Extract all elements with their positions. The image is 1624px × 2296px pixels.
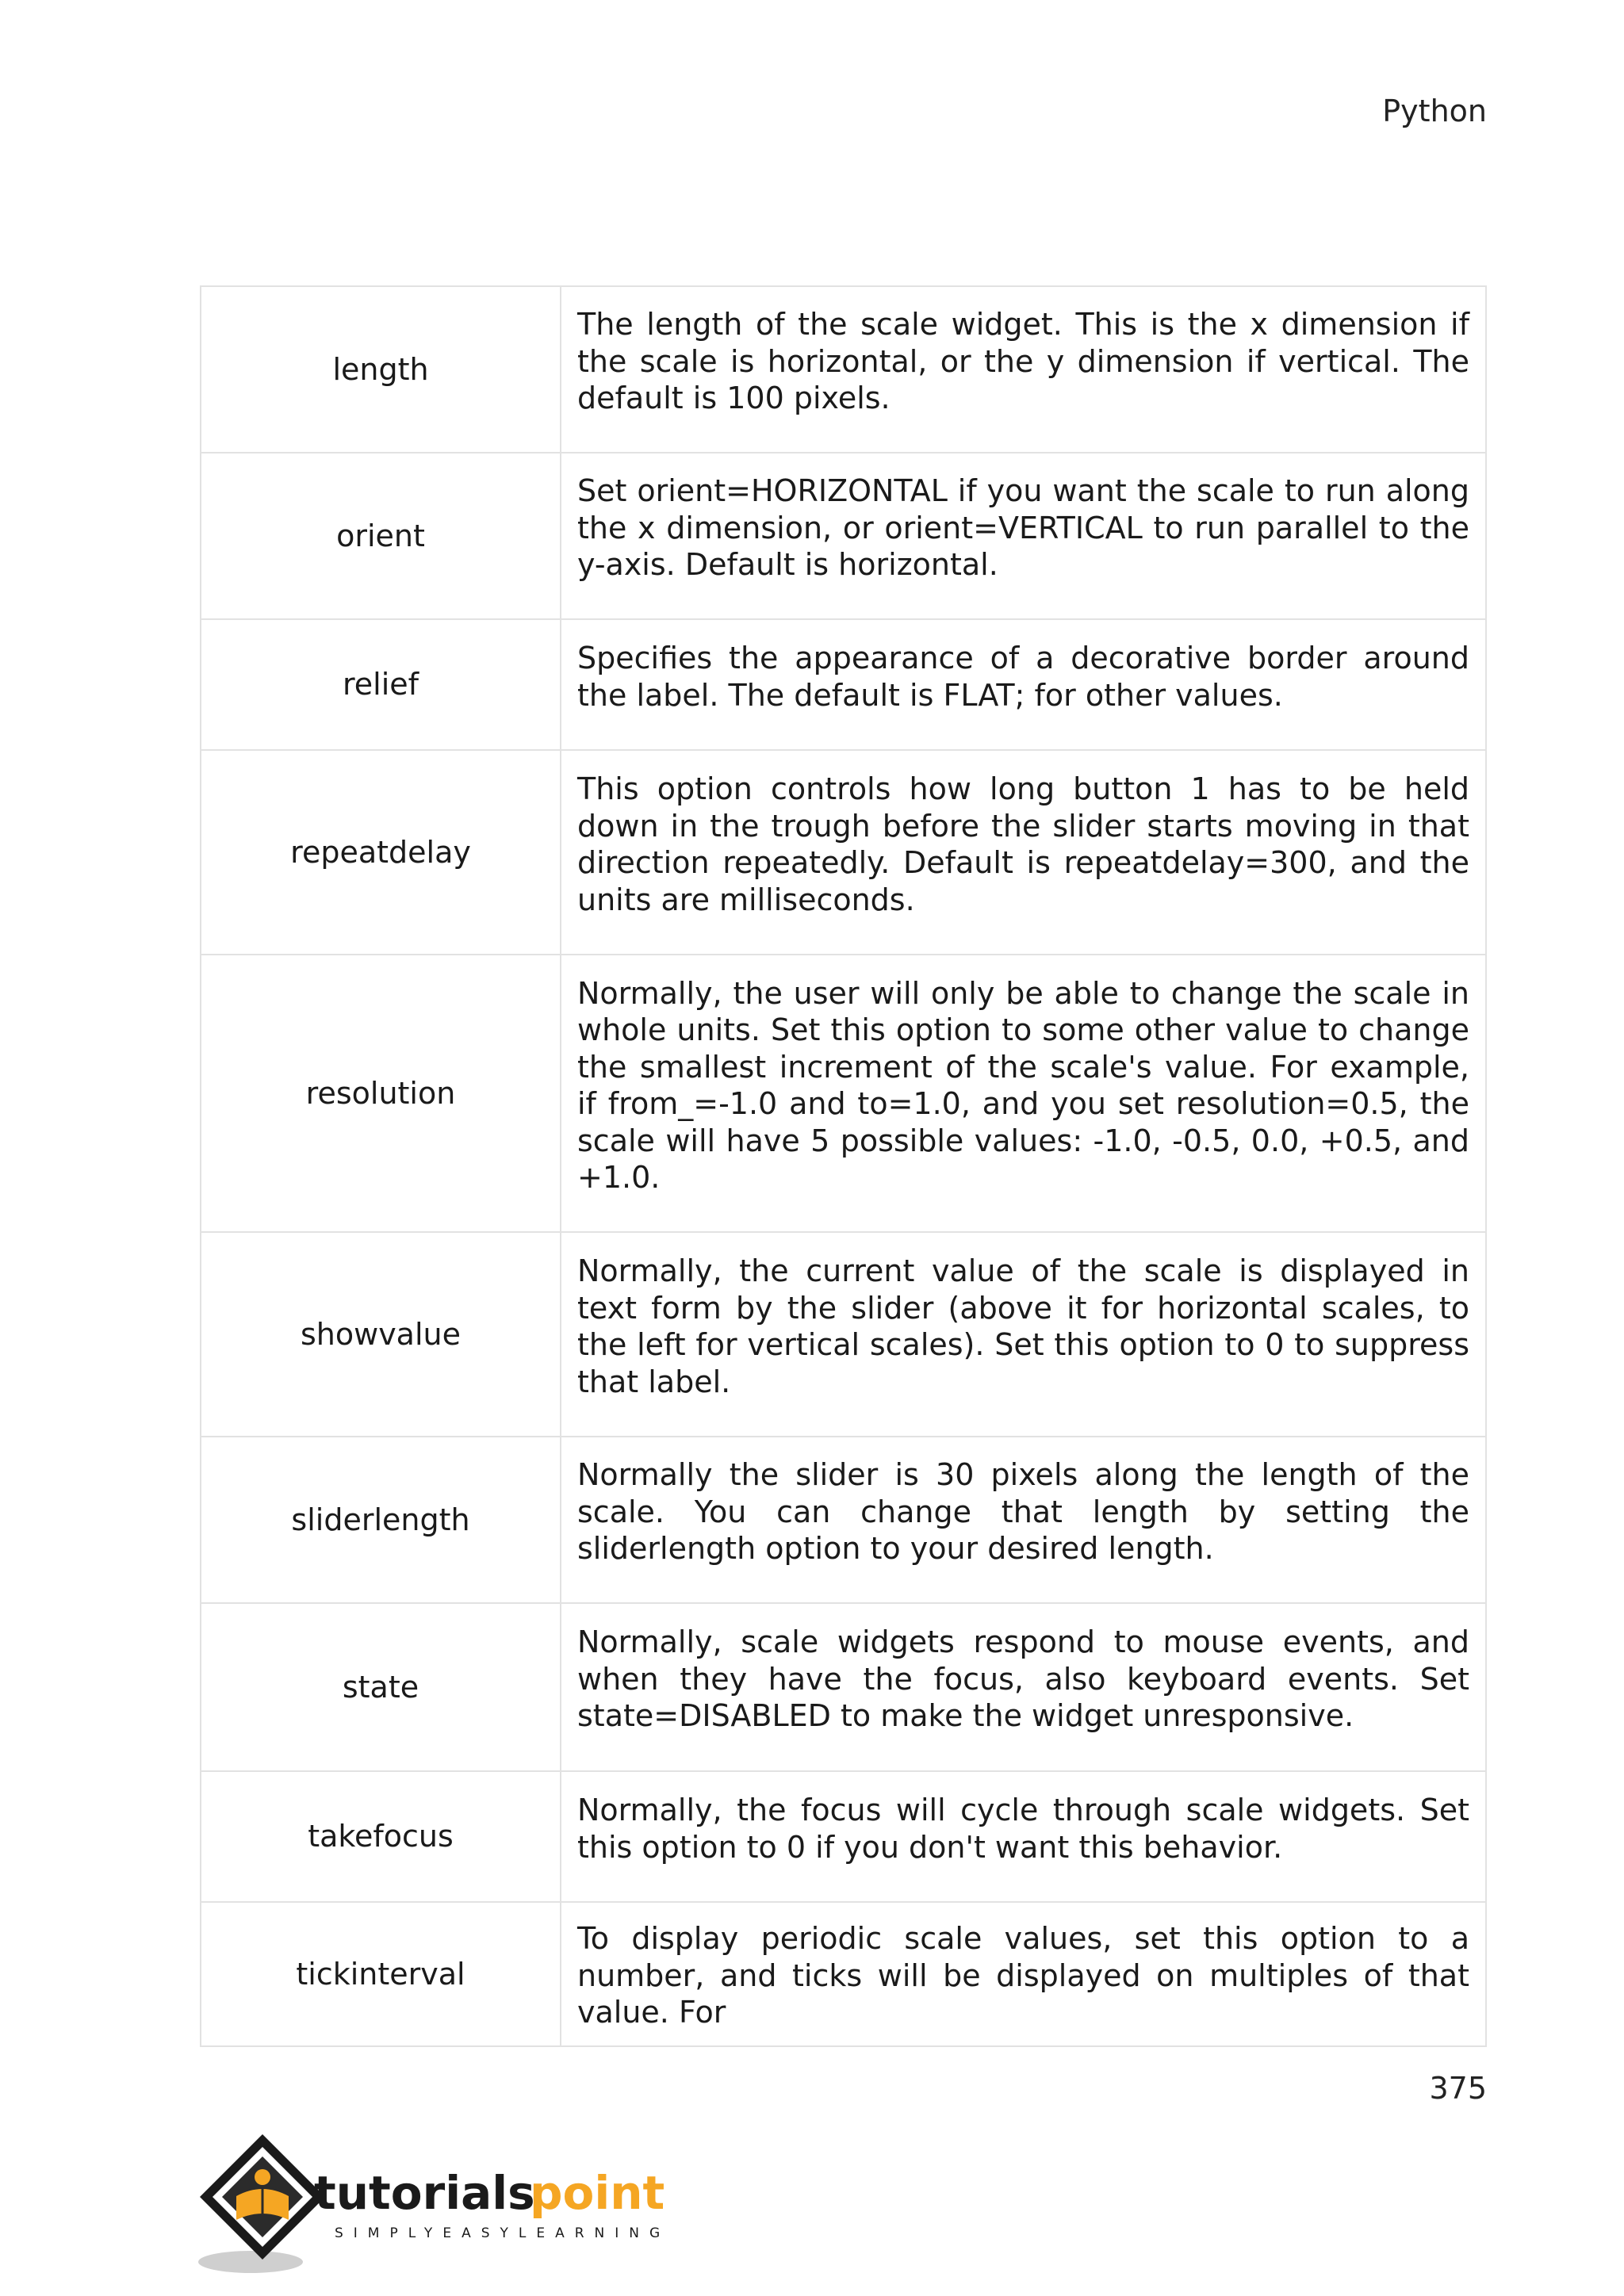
option-description: Set orient=HORIZONTAL if you want the scale to run along the x dimension, or orient=VERTICAL to run parallel to the y-axis. Default is horizontal. — [561, 453, 1486, 619]
option-name: relief — [201, 619, 561, 750]
option-description: The length of the scale widget. This is the x dimension if the scale is horizontal, or the y dimension if vertical. The default is 100 pixels. — [561, 286, 1486, 453]
tutorialspoint-logo — [195, 2131, 687, 2282]
running-header: Python — [1382, 94, 1487, 128]
option-description: To display periodic scale values, set this option to a number, and ticks will be displayed on multiples of that value. For — [561, 1902, 1486, 2046]
option-description: This option controls how long button 1 has to be held down in the trough before the slider starts moving in that direction repeatedly. Default is repeatdelay=300, and the units are milliseconds. — [561, 750, 1486, 955]
option-description: Specifies the appearance of a decorative border around the label. The default is FLAT; for other values. — [561, 619, 1486, 750]
table-row — [201, 1603, 1486, 1771]
table-row — [201, 1232, 1486, 1437]
option-description: Normally, the current value of the scale is displayed in text form by the slider (above it for horizontal scales, to the left for vertical scales). Set this option to 0 to suppress that label. — [561, 1232, 1486, 1437]
reader-head-icon — [255, 2169, 270, 2185]
option-description: Normally, scale widgets respond to mouse events, and when they have the focus, also keyboard events. Set state=DISABLED to make the widget unresponsive. — [561, 1603, 1486, 1771]
table-row — [201, 750, 1486, 955]
option-name: orient — [201, 453, 561, 619]
option-description: Normally, the user will only be able to change the scale in whole units. Set this option to some other value to change the smallest increment of the scale's value. For example, if from_=-1.0 and to=1.0, and you set resolution=0.5, the scale will have 5 possible values: -1.0, -0.5, 0.0, +0.5, and +1.0. — [561, 955, 1486, 1232]
option-name: tickinterval — [201, 1902, 561, 2046]
option-name: takefocus — [201, 1771, 561, 1902]
scale-options-table — [200, 285, 1487, 2047]
table-row — [201, 286, 1486, 453]
logo-word-tutorials: tutorials — [314, 2166, 535, 2220]
logo-tagline: SIMPLYEASYLEARNING — [335, 2225, 671, 2241]
option-description: Normally the slider is 30 pixels along the length of the scale. You can change that length by setting the sliderlength option to your desired length. — [561, 1437, 1486, 1603]
table-row — [201, 1437, 1486, 1603]
page-number: 375 — [1429, 2071, 1487, 2106]
option-name: showvalue — [201, 1232, 561, 1437]
option-name: resolution — [201, 955, 561, 1232]
logo-word-point: point — [530, 2166, 665, 2220]
option-description: Normally, the focus will cycle through scale widgets. Set this option to 0 if you don't want this behavior. — [561, 1771, 1486, 1902]
table-row — [201, 1902, 1486, 2046]
logo-shadow — [198, 2251, 303, 2273]
table-row — [201, 955, 1486, 1232]
logo-graphic — [195, 2131, 687, 2282]
table-row — [201, 619, 1486, 750]
table-row — [201, 1771, 1486, 1902]
table-row — [201, 453, 1486, 619]
option-name: length — [201, 286, 561, 453]
option-name: sliderlength — [201, 1437, 561, 1603]
option-name: repeatdelay — [201, 750, 561, 955]
option-name: state — [201, 1603, 561, 1771]
